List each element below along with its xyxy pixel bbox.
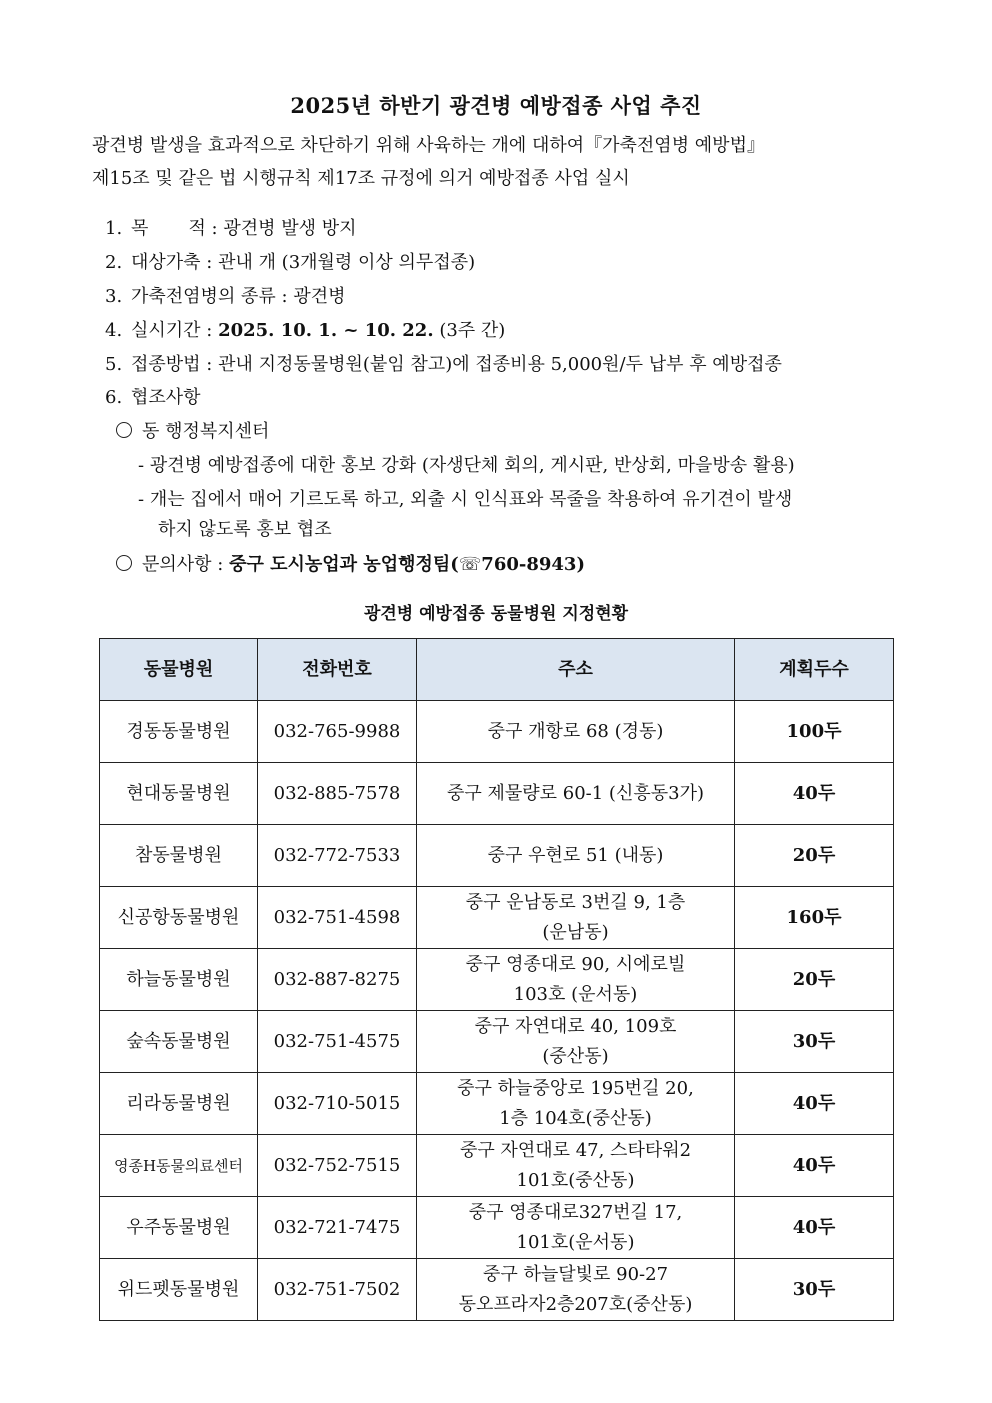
- intro-line-2: 제15조 및 같은 법 시행규칙 제17조 규정에 의거 예방접종 사업 실시: [92, 168, 630, 189]
- table-row: [100, 1011, 894, 1073]
- hospital-count: 20두: [735, 825, 894, 887]
- hospital-phone: 032-887-8275: [258, 949, 417, 1011]
- hospital-name: 위드펫동물병원: [100, 1259, 258, 1321]
- hospital-phone: 032-751-4598: [258, 887, 417, 949]
- hospital-address: 중구 개항로 68 (경동): [417, 701, 735, 763]
- hospital-address: 중구 하늘중앙로 195번길 20, 1층 104호(중산동): [417, 1073, 735, 1135]
- table-title: 광견병 예방접종 동물병원 지정현황: [363, 604, 629, 624]
- intro-line-1: 광견병 발생을 효과적으로 차단하기 위해 사육하는 개에 대하여『가축전염병 예방법』: [92, 135, 765, 156]
- hospital-phone: 032-885-7578: [258, 763, 417, 825]
- telephone-icon: ☏: [458, 554, 482, 575]
- hospital-phone: 032-751-4575: [258, 1011, 417, 1073]
- hospital-count: 40두: [735, 1073, 894, 1135]
- table-row: [100, 949, 894, 1011]
- hospital-name: 참동물병원: [100, 825, 258, 887]
- hospital-count: 40두: [735, 763, 894, 825]
- hospital-address: 중구 우현로 51 (내동): [417, 825, 735, 887]
- hospital-address: 중구 제물량로 60-1 (신흥동3가): [417, 763, 735, 825]
- table-row: [100, 701, 894, 763]
- table-row: [100, 1073, 894, 1135]
- table-row: [100, 1135, 894, 1197]
- inquiry: 문의사항 : 중구 도시농업과 농업행정팀(☏760-8943): [116, 550, 585, 576]
- hospital-phone: 032-710-5015: [258, 1073, 417, 1135]
- item-period: 4. 실시기간 : 2025. 10. 1. ~ 10. 22. (3주 간): [105, 320, 506, 341]
- header-hospital: 동물병원: [100, 639, 258, 701]
- hospital-phone: 032-772-7533: [258, 825, 417, 887]
- circle-bullet-icon: [116, 422, 132, 438]
- hospital-name: 우주동물병원: [100, 1197, 258, 1259]
- item-purpose: 1. 목 적 : 광견병 발생 방지: [105, 218, 357, 239]
- header-count: 계획두수: [735, 639, 894, 701]
- hospital-phone: 032-751-7502: [258, 1259, 417, 1321]
- hospital-count: 100두: [735, 701, 894, 763]
- item-method: 5. 접종방법 : 관내 지정동물병원(붙임 참고)에 접종비용 5,000원/두 납부 후 예방접종: [105, 354, 782, 375]
- hospital-count: 40두: [735, 1135, 894, 1197]
- hospital-table: [99, 638, 894, 1321]
- hospital-address: 중구 영종대로327번길 17, 101호(운서동): [417, 1197, 735, 1259]
- hospital-name: 하늘동물병원: [100, 949, 258, 1011]
- hospital-address: 중구 자연대로 40, 109호 (중산동): [417, 1011, 735, 1073]
- hospital-count: 160두: [735, 887, 894, 949]
- hospital-count: 30두: [735, 1011, 894, 1073]
- hospital-phone: 032-765-9988: [258, 701, 417, 763]
- hospital-count: 30두: [735, 1259, 894, 1321]
- cooperation-center: 동 행정복지센터: [116, 417, 269, 443]
- item-cooperation: 6. 협조사항: [105, 387, 201, 408]
- header-phone: 전화번호: [258, 639, 417, 701]
- table-row: [100, 1259, 894, 1321]
- hospital-phone: 032-721-7475: [258, 1197, 417, 1259]
- hospital-phone: 032-752-7515: [258, 1135, 417, 1197]
- table-row: [100, 887, 894, 949]
- hospital-name: 숲속동물병원: [100, 1011, 258, 1073]
- table-row: [100, 1197, 894, 1259]
- table-header-row: [100, 639, 894, 701]
- hospital-name: 현대동물병원: [100, 763, 258, 825]
- hospital-name: 경동동물병원: [100, 701, 258, 763]
- hospital-address: 중구 하늘달빛로 90-27 동오프라자2층207호(중산동): [417, 1259, 735, 1321]
- item-disease-type: 3. 가축전염병의 종류 : 광견병: [105, 286, 346, 307]
- hospital-name: 영종H동물의료센터: [100, 1135, 258, 1197]
- hospital-address: 중구 자연대로 47, 스타타워2 101호(중산동): [417, 1135, 735, 1197]
- hospital-address: 중구 운남동로 3번길 9, 1층 (운남동): [417, 887, 735, 949]
- hospital-name: 리라동물병원: [100, 1073, 258, 1135]
- circle-bullet-icon: [116, 555, 132, 571]
- item-target-livestock: 2. 대상가축 : 관내 개 (3개월령 이상 의무접종): [105, 252, 476, 273]
- cooperation-dash-2-cont: 하지 않도록 홍보 협조: [158, 519, 332, 540]
- hospital-count: 20두: [735, 949, 894, 1011]
- hospital-address: 중구 영종대로 90, 시에로빌 103호 (운서동): [417, 949, 735, 1011]
- cooperation-dash-2: - 개는 집에서 매어 기르도록 하고, 외출 시 인식표와 목줄을 착용하여 유기견이 발생: [138, 489, 793, 510]
- hospital-name: 신공항동물병원: [100, 887, 258, 949]
- table-row: [100, 763, 894, 825]
- hospital-count: 40두: [735, 1197, 894, 1259]
- header-address: 주소: [417, 639, 735, 701]
- cooperation-dash-1: - 광견병 예방접종에 대한 홍보 강화 (자생단체 회의, 게시판, 반상회, 마을방송 활용): [138, 455, 795, 476]
- document-title: 2025년 하반기 광견병 예방접종 사업 추진: [290, 93, 702, 118]
- table-row: [100, 825, 894, 887]
